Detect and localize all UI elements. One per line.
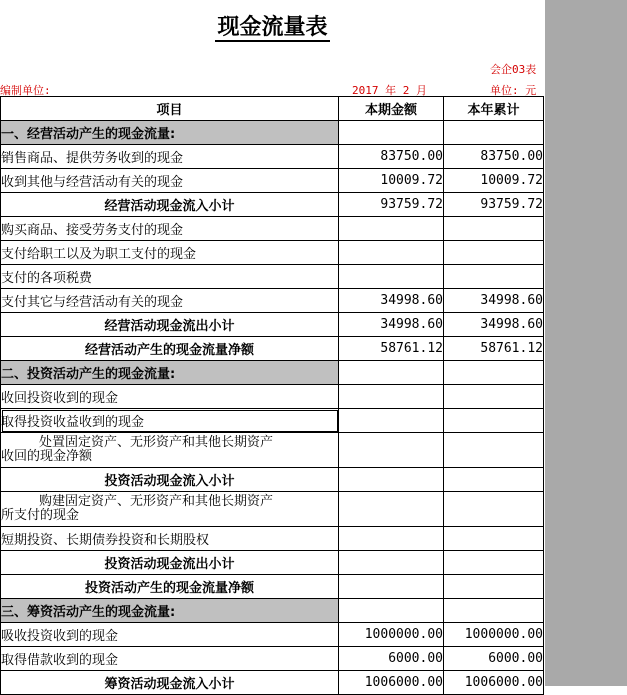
row-label-cell[interactable]: 吸收投资收到的现金 [1,623,339,647]
ytd-amount-cell[interactable] [444,551,544,575]
current-amount-cell[interactable] [339,385,444,409]
table-row [1,551,544,575]
page-title: 现金流量表 [217,14,328,40]
current-amount-cell[interactable]: 58761.12 [339,337,444,361]
currency-unit: 单位: 元 [490,84,537,97]
row-label-line2: 所支付的现金 [1,508,80,523]
ytd-amount-cell[interactable]: 10009.72 [444,169,544,193]
current-amount-cell[interactable]: 83750.00 [339,145,444,169]
ytd-amount-cell[interactable]: 83750.00 [444,145,544,169]
ytd-amount-cell[interactable] [444,121,544,145]
ytd-amount-cell[interactable] [444,527,544,551]
current-amount-cell[interactable] [339,433,444,468]
table-row [1,121,544,145]
row-label-cell[interactable]: 筹资活动现金流入小计 [1,671,339,695]
cash-flow-table [0,96,544,695]
row-label-line1: 购建固定资产、无形资产和其他长期资产 [39,494,274,509]
row-label-cell[interactable]: 支付给职工以及为职工支付的现金 [1,241,339,265]
row-label-cell[interactable]: 投资活动产生的现金流量净额 [1,575,339,599]
table-row [1,492,544,527]
row-label-cell[interactable]: 支付其它与经营活动有关的现金 [1,289,339,313]
current-amount-cell[interactable] [339,599,444,623]
row-label-cell[interactable]: 取得投资收益收到的现金 [1,409,339,433]
ytd-amount-cell[interactable]: 1006000.00 [444,671,544,695]
row-label-cell[interactable]: 销售商品、提供劳务收到的现金 [1,145,339,169]
row-label-cell[interactable]: 一、经营活动产生的现金流量: [1,121,339,145]
current-amount-cell[interactable] [339,492,444,527]
row-label-cell[interactable]: 收到其他与经营活动有关的现金 [1,169,339,193]
table-row [1,623,544,647]
table-row [1,671,544,695]
row-label-line1: 处置固定资产、无形资产和其他长期资产 [39,435,274,450]
table-row [1,361,544,385]
row-label-cell[interactable] [1,433,339,468]
row-label-cell[interactable]: 经营活动现金流入小计 [1,193,339,217]
row-label-line2: 收回的现金净额 [1,449,93,464]
current-amount-cell[interactable] [339,468,444,492]
table-row [1,527,544,551]
row-label-cell[interactable]: 投资活动现金流出小计 [1,551,339,575]
table-row [1,385,544,409]
table-row [1,289,544,313]
row-label-cell[interactable] [1,492,339,527]
current-amount-cell[interactable]: 1000000.00 [339,623,444,647]
table-row [1,169,544,193]
row-label-cell[interactable]: 经营活动现金流出小计 [1,313,339,337]
ytd-amount-cell[interactable]: 58761.12 [444,337,544,361]
column-header-ytd[interactable]: 本年累计 [444,97,544,121]
ytd-amount-cell[interactable] [444,575,544,599]
org-label: 编制单位: [0,84,51,97]
row-label-cell[interactable]: 经营活动产生的现金流量净额 [1,337,339,361]
ytd-amount-cell[interactable]: 93759.72 [444,193,544,217]
current-amount-cell[interactable] [339,575,444,599]
ytd-amount-cell[interactable]: 34998.60 [444,289,544,313]
row-label-cell[interactable]: 支付的各项税费 [1,265,339,289]
column-header-current[interactable]: 本期金额 [339,97,444,121]
current-amount-cell[interactable] [339,121,444,145]
table-row [1,433,544,468]
table-row [1,468,544,492]
ytd-amount-cell[interactable] [444,241,544,265]
ytd-amount-cell[interactable]: 6000.00 [444,647,544,671]
table-header-row [1,97,544,121]
ytd-amount-cell[interactable] [444,433,544,468]
form-code: 会企03表 [490,63,537,76]
ytd-amount-cell[interactable] [444,361,544,385]
ytd-amount-cell[interactable] [444,385,544,409]
ytd-amount-cell[interactable] [444,217,544,241]
current-amount-cell[interactable]: 1006000.00 [339,671,444,695]
ytd-amount-cell[interactable] [444,409,544,433]
current-amount-cell[interactable]: 34998.60 [339,313,444,337]
row-label-cell[interactable]: 短期投资、长期债券投资和长期股权 [1,527,339,551]
current-amount-cell[interactable] [339,551,444,575]
ytd-amount-cell[interactable] [444,265,544,289]
table-row [1,241,544,265]
current-amount-cell[interactable] [339,241,444,265]
current-amount-cell[interactable] [339,265,444,289]
ytd-amount-cell[interactable] [444,599,544,623]
row-label-cell[interactable]: 三、筹资活动产生的现金流量: [1,599,339,623]
current-amount-cell[interactable]: 34998.60 [339,289,444,313]
row-label-cell[interactable]: 二、投资活动产生的现金流量: [1,361,339,385]
table-row [1,599,544,623]
current-amount-cell[interactable] [339,527,444,551]
table-row [1,193,544,217]
current-amount-cell[interactable] [339,361,444,385]
table-row [1,337,544,361]
report-period: 2017 年 2 月 [352,84,427,97]
row-label-cell[interactable]: 投资活动现金流入小计 [1,468,339,492]
row-label-cell[interactable]: 购买商品、接受劳务支付的现金 [1,217,339,241]
current-amount-cell[interactable] [339,409,444,433]
column-header-item[interactable]: 项目 [1,97,339,121]
table-row [1,313,544,337]
ytd-amount-cell[interactable] [444,492,544,527]
row-label-cell[interactable]: 取得借款收到的现金 [1,647,339,671]
current-amount-cell[interactable]: 6000.00 [339,647,444,671]
ytd-amount-cell[interactable] [444,468,544,492]
current-amount-cell[interactable]: 10009.72 [339,169,444,193]
table-row [1,217,544,241]
ytd-amount-cell[interactable]: 34998.60 [444,313,544,337]
ytd-amount-cell[interactable]: 1000000.00 [444,623,544,647]
empty-area [545,0,627,686]
current-amount-cell[interactable] [339,217,444,241]
row-label-cell[interactable]: 收回投资收到的现金 [1,385,339,409]
table-row [1,647,544,671]
table-row [1,409,544,433]
current-amount-cell[interactable]: 93759.72 [339,193,444,217]
table-row [1,265,544,289]
table-row [1,575,544,599]
table-row [1,145,544,169]
